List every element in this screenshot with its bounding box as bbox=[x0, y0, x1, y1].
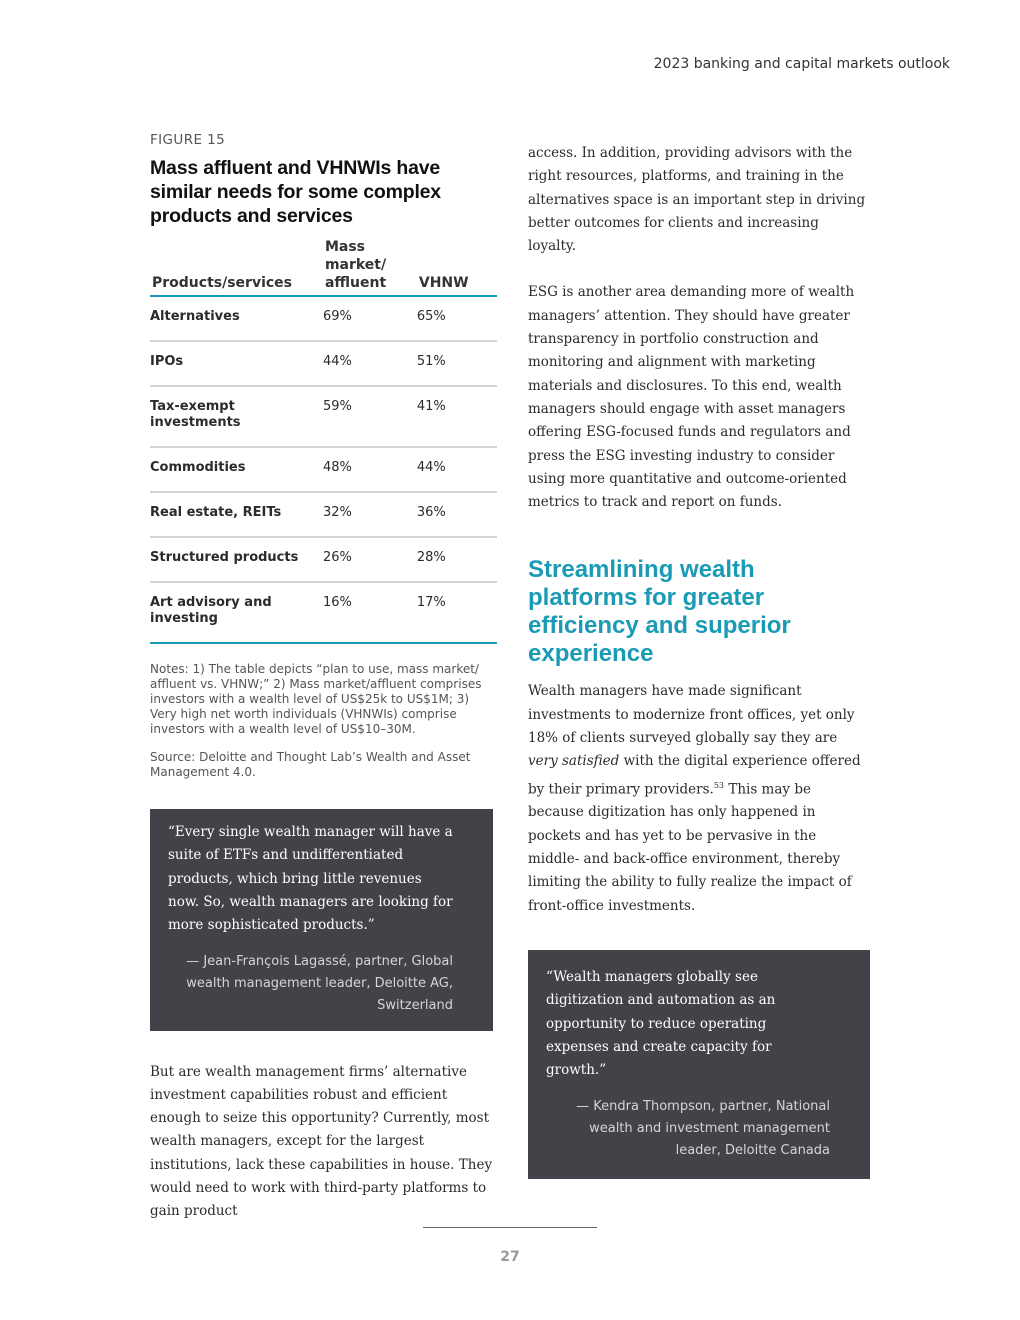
mass-value-cell: 48% bbox=[323, 447, 417, 492]
product-cell: Real estate, REITs bbox=[150, 492, 323, 537]
vhnw-value-cell: 44% bbox=[417, 447, 497, 492]
paragraph-text: with the digital experience offered by their primary providers. bbox=[528, 753, 861, 798]
table-header-row bbox=[150, 238, 497, 296]
quote-attribution: — Kendra Thompson, partner, National wealth and investment management leader, Deloitte Canada bbox=[576, 1099, 830, 1158]
product-cell: Commodities bbox=[150, 447, 323, 492]
right-column bbox=[528, 142, 870, 1179]
vhnw-value-cell: 17% bbox=[417, 582, 497, 643]
vhnw-value-cell: 28% bbox=[417, 537, 497, 582]
table-row bbox=[150, 582, 497, 643]
page-number: 27 bbox=[500, 1249, 520, 1265]
table-row bbox=[150, 296, 497, 341]
col-header-mass-market: Mass market/ affluent bbox=[323, 238, 417, 296]
pull-quote-right bbox=[528, 950, 870, 1179]
pull-quote-left bbox=[150, 809, 493, 1031]
paragraph-text: This may be because digitization has only happened in pockets and has yet to be pervasive in the middle- and back-office environment, thereby limiting the ability to fully realize the impact of front-office investments. bbox=[528, 781, 852, 914]
table-row bbox=[150, 492, 497, 537]
footnote-ref: 53 bbox=[713, 780, 725, 790]
section-heading: Streamlining wealth platforms for greater efficiency and superior experience bbox=[528, 556, 791, 668]
mass-value-cell: 26% bbox=[323, 537, 417, 582]
running-header: 2023 banking and capital markets outlook bbox=[653, 56, 950, 72]
table-row bbox=[150, 341, 497, 386]
figure-label: FIGURE 15 bbox=[150, 132, 226, 148]
body-paragraph: access. In addition, providing advisors with the right resources, platforms, and training in the alternatives space is an important step in driving better outcomes for clients and increasing loyalty. bbox=[528, 145, 866, 255]
product-cell: Tax-exempt investments bbox=[150, 386, 323, 447]
product-cell: Art advisory and investing bbox=[150, 582, 323, 643]
vhnw-value-cell: 41% bbox=[417, 386, 497, 447]
mass-value-cell: 59% bbox=[323, 386, 417, 447]
footer-divider bbox=[423, 1227, 597, 1228]
paragraph-text: Wealth managers have made significant investments to modernize front offices, yet only 18% of clients surveyed globally say they are bbox=[528, 683, 855, 747]
left-column bbox=[150, 132, 497, 1224]
emphasis-text: very satisfied bbox=[528, 753, 620, 770]
products-table bbox=[150, 238, 497, 644]
body-paragraph bbox=[528, 680, 870, 917]
col-header-vhnw: VHNW bbox=[417, 238, 497, 296]
table-row bbox=[150, 447, 497, 492]
quote-text: “Every single wealth manager will have a suite of ETFs and undifferentiated products, which bring little revenues now. So, wealth managers are looking for more sophisticated products.” bbox=[168, 824, 453, 934]
mass-value-cell: 32% bbox=[323, 492, 417, 537]
product-cell: Structured products bbox=[150, 537, 323, 582]
table-row bbox=[150, 537, 497, 582]
body-paragraph: ESG is another area demanding more of wealth managers’ attention. They should have greater transparency in portfolio construction and monitoring and alignment with marketing materials and disclosures. To this end, wealth managers should engage with asset managers offering ESG-focused funds and regulators and press the ESG investing industry to consider using more quantitative and outcome-oriented metrics to track and report on funds. bbox=[528, 284, 855, 511]
body-paragraph: But are wealth management firms’ alternative investment capabilities robust and efficient enough to seize this opportunity? Currently, most wealth managers, except for the largest institutions, lack these capabilities in house. They would need to work with third-party platforms to gain product bbox=[150, 1063, 493, 1220]
figure-source: Source: Deloitte and Thought Lab’s Wealth and Asset Management 4.0. bbox=[150, 750, 471, 779]
product-cell: IPOs bbox=[150, 341, 323, 386]
table-row bbox=[150, 386, 497, 447]
mass-value-cell: 16% bbox=[323, 582, 417, 643]
figure-notes: Notes: 1) The table depicts “plan to use, mass market/ affluent vs. VHNW;” 2) Mass market/affluent comprises investors with a wealth level of US$25k to US$1M; 3) Very high net worth individuals (VHNWIs) comprise investors with a wealth level of US$10–30M. bbox=[150, 662, 482, 736]
vhnw-value-cell: 65% bbox=[417, 296, 497, 341]
mass-value-cell: 44% bbox=[323, 341, 417, 386]
quote-attribution: — Jean-François Lagassé, partner, Global wealth management leader, Deloitte AG, Switzerland bbox=[186, 954, 453, 1013]
quote-text: “Wealth managers globally see digitization and automation as an opportunity to reduce operating expenses and create capacity for growth.” bbox=[546, 968, 776, 1079]
vhnw-value-cell: 36% bbox=[417, 492, 497, 537]
product-cell: Alternatives bbox=[150, 296, 323, 341]
vhnw-value-cell: 51% bbox=[417, 341, 497, 386]
mass-value-cell: 69% bbox=[323, 296, 417, 341]
col-header-products: Products/services bbox=[150, 238, 323, 296]
figure-title: Mass affluent and VHNWIs have similar needs for some complex products and services bbox=[150, 157, 441, 227]
